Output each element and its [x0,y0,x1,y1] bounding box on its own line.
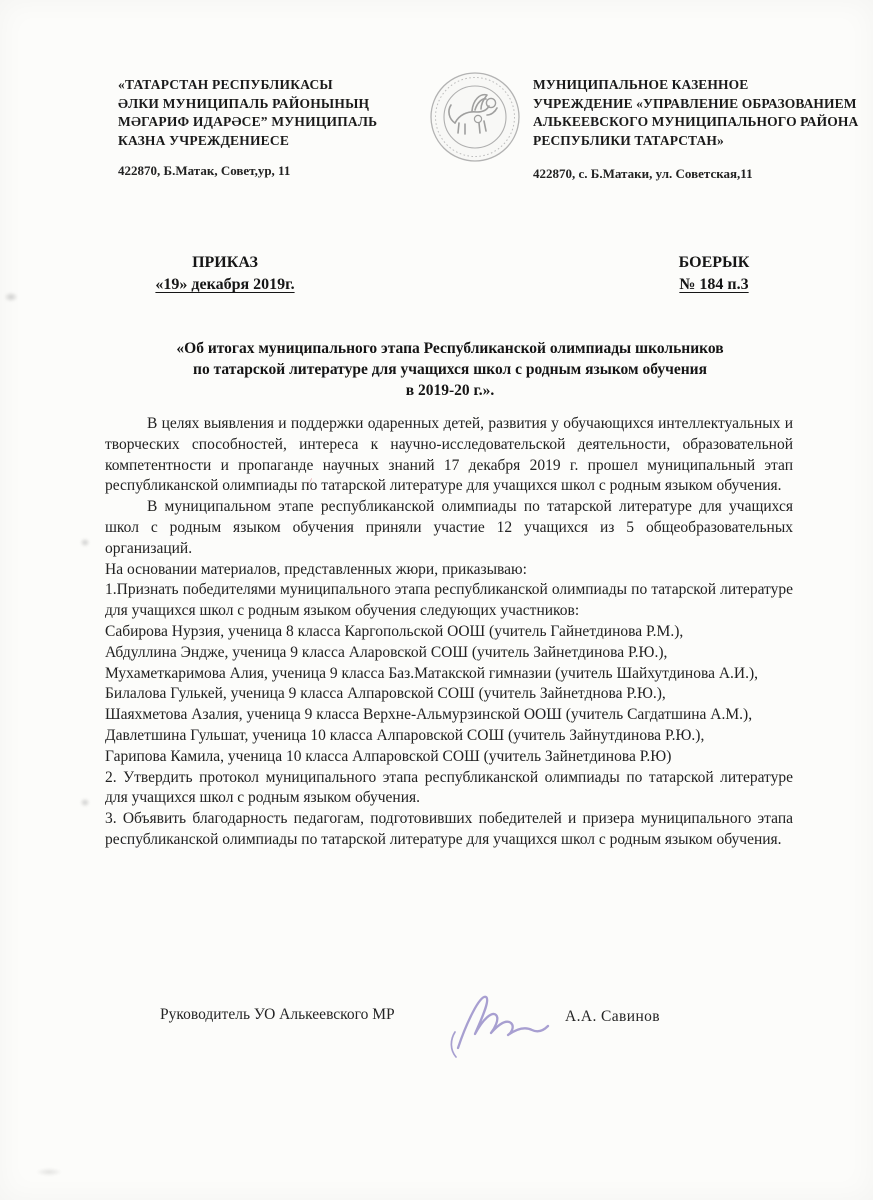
document-title [105,338,795,401]
org-line: УЧРЕЖДЕНИЕ «УПРАВЛЕНИЕ ОБРАЗОВАНИЕМ [533,95,857,111]
document-title-line-3: в 2019-20 г.». [405,382,495,399]
paragraph-purpose: В целях выявления и поддержки одаренных детей, развития у обучающихся интеллектуальных и творческих способностей, интереса к научно-исследовательской деятельности, образовательной компетентности и пропаганде научных знаний 17 декабря 2019 г. прошел муниципальный этап республиканской олимпиады по татарской литературе для учащихся школ с родным языком обучения. [105,415,793,495]
paragraph-basis: На основании материалов, представленных жюри, приказываю: [105,560,527,578]
org-address-tatar: 422870, Б.Матак, Совет,ур, 11 [118,163,291,178]
org-address-russian: 422870, с. Б.Матаки, ул. Советская,11 [533,166,753,181]
org-line: КАЗНА УЧРЕЖДЕНИЕСЕ [118,132,290,148]
paragraph-participation: В муниципальном этапе республиканской олимпиады по татарской литературе для учащихся школ с родным языком обучения приняли участие 12 учащихся из 5 общеобразовательных организаций. [105,498,793,557]
org-line: АЛЬКЕЕВСКОГО МУНИЦИПАЛЬНОГО РАЙОНА [533,114,859,129]
item-3-gratitude: 3. Объявить благодарность педагогам, подготовивших победителей и призера муниципального этапа республиканской олимпиады по татарской литературе для учащихся школ с родным языком обучения. [105,810,793,848]
org-line: РЕСПУБЛИКИ ТАТАРСТАН» [533,132,724,148]
org-line: МУНИЦИПАЛЬНОЕ КАЗЕННОЕ [533,77,749,92]
order-number: № 184 п.3 [679,276,749,293]
order-heading-tatar [638,252,790,296]
winner-entry: Мухаметкаримова Алия, ученица 9 класса Баз.Матакской гимназии (учитель Шайхутдинова А.И.), [105,664,759,682]
winner-entry: Давлетшина Гульшат, ученица 10 класса Алпаровской СОШ (учитель Зайнутдинова Р.Ю.), [105,726,705,744]
document-body [105,414,793,851]
order-type-label: ПРИКАЗ [192,254,258,271]
winner-entry: Шаяхметова Азалия, ученица 9 класса Верхне-Альмурзинской ООШ (учитель Сагдатшина А.М.), [105,706,753,724]
org-name-tatar [118,76,408,150]
org-name-russian [533,76,863,150]
scan-smudge [4,292,18,302]
org-line: «ТАТАРСТАН РЕСПУБЛИКАСЫ [118,77,333,92]
signer-name: А.А. Савинов [565,1008,661,1025]
scan-smudge [80,538,90,547]
scan-smudge [80,798,90,807]
scan-smudge [36,1168,62,1176]
document-title-line-2: по татарской литературе для учащихся школ с родным языком обучения [193,361,707,378]
winner-entry: Гарипова Камила, ученица 10 класса Алпаровской СОШ (учитель Зайнетдинова Р.Ю) [105,747,672,765]
order-type-label-tatar: БОЕРЫК [678,254,750,271]
org-line: ӘЛКИ МУНИЦИПАЛЬ РАЙОНЫНЫҢ [118,95,370,111]
winner-entry: Абдуллина Эндже, ученица 9 класса Аларовской СОШ (учитель Зайнетдинова Р.Ю.), [105,643,668,661]
order-date: «19» декабря 2019г. [155,276,295,293]
org-line: МӘГАРИФ ИДАРӘСЕ” МУНИЦИПАЛЬ [118,114,378,129]
winner-entry: Билалова Гулькей, ученица 9 класса Алпаровской СОШ (учитель Зайнетднова Р.Ю.), [105,685,666,703]
handwritten-signature-icon [428,982,558,1060]
winner-entry: Сабирова Нурзия, ученица 8 класса Каргопольской ООШ (учитель Гайнетдинова Р.М.), [105,622,684,640]
document-title-line-1: «Об итогах муниципального этапа Республиканской олимпиады школьников [176,340,724,357]
item-1-recognize-winners: 1.Признать победителями муниципального этапа республиканской олимпиады по татарской литературе для учащихся школ с родным языком обучения следующих участников: [105,581,793,620]
order-heading-russian [116,252,334,296]
tatarstan-seal-icon [428,70,522,164]
signature-position-label: Руководитель УО Алькеевского МР [160,1006,395,1023]
item-2-approve-protocol: 2. Утвердить протокол муниципального этапа республиканской олимпиады по татарской литературе для учащихся школ с родным языком обучения. [105,768,793,807]
